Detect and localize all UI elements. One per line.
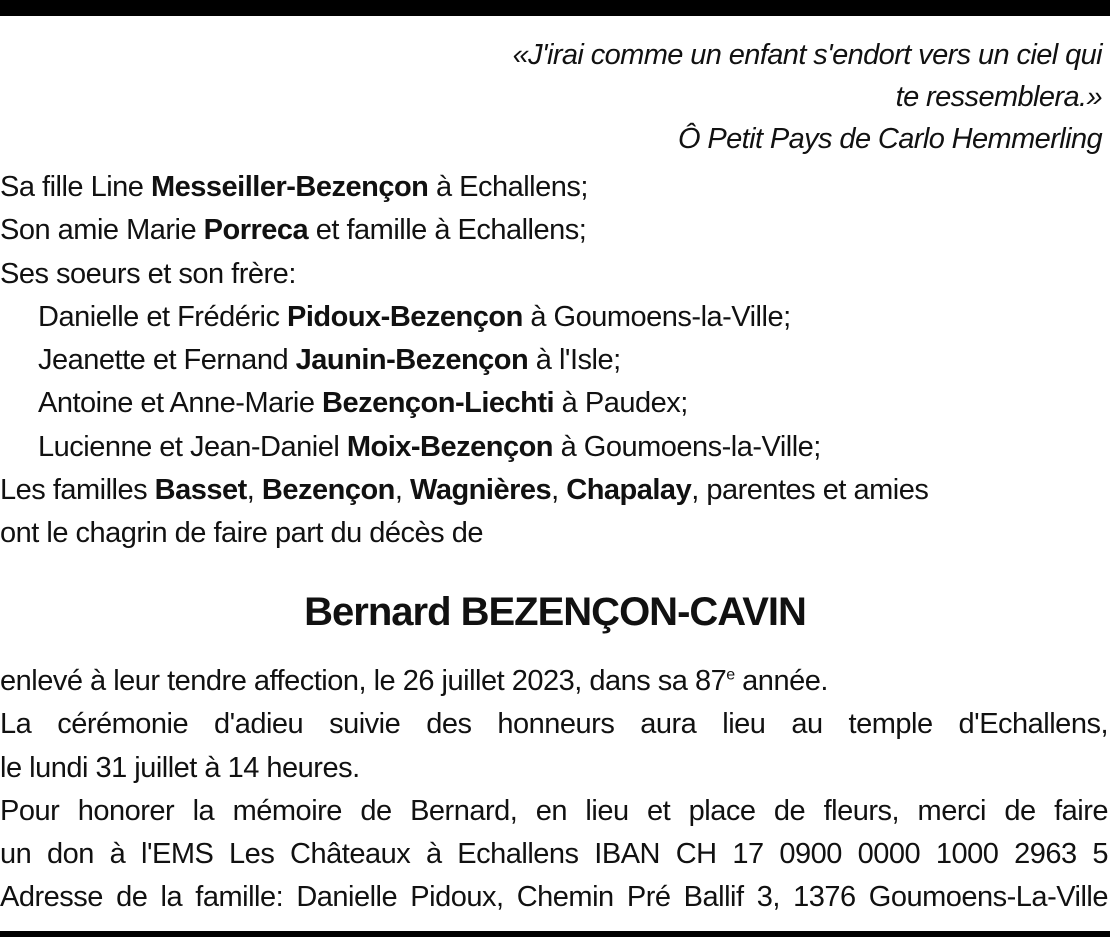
row-text: , parentes et amies xyxy=(691,474,929,507)
family-row-sibling xyxy=(0,426,1108,469)
family-row-announcement: ont le chagrin de faire part du décès de xyxy=(0,517,483,550)
row-text: à l'Isle; xyxy=(528,344,621,377)
row-text: Son amie Marie xyxy=(0,214,204,247)
family-name: Porreca xyxy=(203,214,309,247)
deceased-name: Bernard BEZENÇON-CAVIN xyxy=(304,590,806,634)
family-name: Moix-Bezençon xyxy=(346,430,554,463)
row-text: à Goumoens-la-Ville; xyxy=(522,300,791,333)
row-text: Jeanette et Fernand xyxy=(38,344,296,377)
row-text: Sa fille Line xyxy=(0,171,151,203)
family-name: Messeiller-Bezençon xyxy=(151,171,429,203)
quote-source: Ô Petit Pays de Carlo Hemmerling xyxy=(677,123,1102,155)
family-announcement xyxy=(0,166,1108,556)
details-ceremony-line: La cérémonie d'adieu suivie des honneurs aura lieu au temple d'Echallens, xyxy=(0,708,1108,741)
row-text: Antoine et Anne-Marie xyxy=(38,387,323,420)
top-rule xyxy=(0,0,1110,16)
family-row-friend xyxy=(0,209,1108,252)
ordinal-suffix: e xyxy=(726,666,735,684)
family-row-sibling xyxy=(0,382,1108,425)
details-iban-line: un don à l'EMS Les Châteaux à Echallens IBAN CH 17 0900 0000 1000 2963 5 xyxy=(0,838,1108,871)
family-name: Basset xyxy=(154,474,247,507)
family-row-sibling xyxy=(0,339,1108,382)
separator: , xyxy=(246,474,262,507)
row-text: et famille à Echallens; xyxy=(308,214,587,247)
bottom-rule xyxy=(0,931,1110,937)
family-name: Pidoux-Bezençon xyxy=(287,300,523,333)
family-name: Jaunin-Bezençon xyxy=(295,344,529,377)
row-text: à Echallens; xyxy=(428,171,588,203)
quote-line-1: «J'irai comme un enfant s'endort vers un ciel qui xyxy=(512,39,1102,71)
details-address-line: Adresse de la famille: Danielle Pidoux, Chemin Pré Ballif 3, 1376 Goumoens-La-Ville xyxy=(0,881,1108,914)
details-death-line xyxy=(0,660,1108,703)
row-text: Danielle et Frédéric xyxy=(38,300,287,333)
family-row-families xyxy=(0,469,1108,512)
details-date-line: le lundi 31 juillet à 14 heures. xyxy=(0,751,360,784)
family-row-sibling xyxy=(0,296,1108,339)
family-name: Bezençon xyxy=(261,474,395,507)
row-text: Les familles xyxy=(0,474,155,507)
family-name: Wagnières xyxy=(410,474,552,507)
row-text: Lucienne et Jean-Daniel xyxy=(38,430,347,463)
quote-line-2: te ressemblera.» xyxy=(895,81,1102,113)
funeral-details xyxy=(0,660,1108,920)
row-text: année. xyxy=(734,665,828,697)
family-name: Chapalay xyxy=(566,474,692,507)
separator: , xyxy=(394,474,411,507)
separator: , xyxy=(551,474,567,507)
family-row-siblings-heading: Ses soeurs et son frère: xyxy=(0,257,296,290)
family-name: Bezençon-Liechti xyxy=(322,387,555,420)
details-donation-line: Pour honorer la mémoire de Bernard, en lieu et place de fleurs, merci de faire xyxy=(0,794,1108,827)
epigraph-quote xyxy=(382,34,1102,160)
row-text: à Goumoens-la-Ville; xyxy=(553,430,821,463)
family-row-daughter xyxy=(0,166,1108,209)
row-text: enlevé à leur tendre affection, le 26 juillet 2023, dans sa 87 xyxy=(0,665,727,697)
row-text: à Paudex; xyxy=(554,387,688,420)
